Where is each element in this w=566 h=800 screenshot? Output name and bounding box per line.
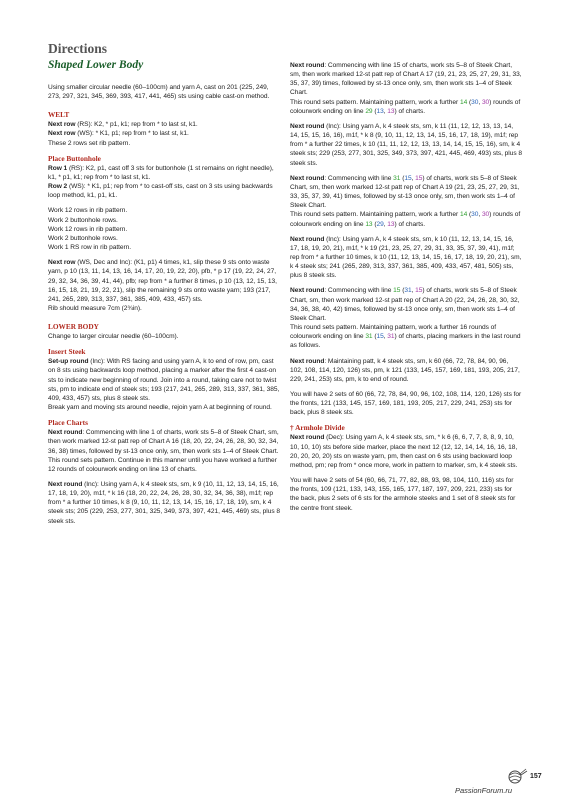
row-label: Next round [48,481,83,488]
size-value: 14 [459,98,468,106]
row-text: (WS, Dec and Inc): (K1, p1) 4 times, k1, slip these 9 sts onto waste yarn, p 10 (13, 11, 14, 13, 16, 14, 17, 20, 19, 22, 20), pfb, * p 17 (19, 22, 24, 27, 29, 32, 34, 36, 39, 41, 44), pfb; rep from * a further 8 times, p 10 (13, 12, 15, 13, 16, 15, 18, 21, 19, 22, 21), slip the remaining 9 sts onto waste yarn; 193 (217, 241, 265, 289, 313, 337, 361, 385, 409, 433, 457) sts. [48,259,277,303]
round-15 [290,61,522,98]
row-label: Row 2 [48,183,68,191]
row-text: (Inc): Using yarn A, k 4 steek sts, sm, k 11 (11, 12, 12, 13, 13, 14, 14, 15, 15, 16, 16), m1f, * k 8 (9, 10, 11, 12, 13, 14, 15, 16, 17, 18, 19), m1f; rep from * a further 22 times, k 10 (11, 11, 12, 12, 13, 13, 14, 14, 15, 15, 16), sm, k 4 steek sts; 229 (253, 277, 301, 325, 349, 373, 397, 421, 445, 469, 493) sts, plus 8 steek sts. [290,122,522,167]
inc-round-2 [290,122,522,168]
text: of charts, placing markers in the last round as follows. [290,333,521,350]
row-label: Next row [48,259,76,267]
line-value: 15 [376,333,384,341]
buttonhole-heading: Place Buttonhole [48,153,101,163]
line-value: 13 [387,220,395,228]
text: This round sets pattern. Maintaining pattern, work a further 16 rounds of colourwork ending on line [290,324,496,341]
charts-inc-round [48,480,282,526]
round-15b: Next round: Commencing with line 15 (31, 15) of charts, work sts 5–8 of Steek Chart, sm, then work marked 12-st patt rep of Chart A 20 (22, 24, 26, 28, 30, 32, 34, 36, 38, 40, 42) times, followed by st-13 once only, sm, then work sts 1–4 of Steek Chart. [290,287,520,322]
line-value: 13 [365,220,373,228]
line-value: 31 [387,333,395,341]
lower-body-heading: LOWER BODY [48,322,99,332]
line-value: 13 [387,107,395,115]
buttonhole-line: Work 12 rows in rib pattern. [48,207,128,215]
armhole-heading-text: Armhole Divide [295,423,345,433]
text: : Commencing with line [324,174,394,182]
text: rounds of colourwork ending on line [290,98,521,115]
row-label: Next row [48,121,76,129]
line-value: 15 [404,174,412,182]
row-label: Next round [290,434,325,442]
text: rounds of colourwork ending on line [290,211,521,228]
row-text: (Dec): Using yarn A, k 4 steek sts, sm, * k 6 (6, 6, 7, 7, 8, 8, 9, 10, 10, 10, 10) sts before side marker, place the next 12 (12, 12, 14, 14, 16, 16, 18, 20, 20, 20, 20) sts on waste yarn, pm, then cast on 6 sts using backward loop method, pm; rep from * once more, work in pattern to marker, sm, k 4 steek sts. [290,434,518,469]
armhole-dec-round [290,433,522,470]
right-column [290,61,522,513]
intro-text: Using smaller circular needle (60–100cm) and yarn A, cast on 201 (225, 249, 273, 297, 321, 345, 369, 393, 417, 441, 465) sts using cable cast-on method. [48,84,270,101]
text: of charts. [396,220,426,228]
armhole-heading [290,423,522,433]
buttonhole-row-2 [48,182,282,200]
steek-setup-round [48,357,282,403]
buttonhole-line: Work 2 buttonhole rows. [48,216,118,224]
row-text: (Inc): Using yarn A, k 4 steek sts, sm, k 10 (11, 12, 13, 14, 15, 16, 17, 18, 19, 20, 21), m1f, * k 19 (21, 23, 25, 27, 29, 31, 33, 35, 37, 39, 41), m1f; rep from * a further 10 times, k 10 (11, 12, 13, 14, 15, 16, 17, 18, 19, 20, 21), sm, k 4 steek sts; 241 (265, 289, 313, 337, 361, 385, 409, 433, 457, 481, 505) sts, plus 8 steek sts. [290,235,522,280]
line-value: 29 [365,107,373,115]
steek-note: Break yarn and moving sts around needle, rejoin yarn A at beginning of round. [48,404,272,412]
charts-round [48,428,282,455]
line-value: 31 [393,174,401,182]
yarn-ball-icon [506,768,528,784]
row-text: : Commencing with line 15 of charts, work sts 5–8 of Steek Chart, sm, then work marked 12-st patt rep of Chart A 17 (19, 21, 23, 25, 27, 29, 31, 33, 35, 37, 39) times, followed by st-13 once only, sm, then work sts 1–4 of Steek Chart. [290,62,522,97]
row-text: (WS): * K1, p1; rep from * to last st, k1. [75,130,189,138]
row-text: (WS): * K1, p1; rep from * to cast-off sts, cast on 3 sts using backwards loop method, k1, p1, k1. [48,183,273,200]
line-value: 31 [404,287,412,295]
text: : Commencing with line [324,287,394,295]
row-label: Next row [48,130,76,138]
stitch-summary-2: You will have 2 sets of 54 (60, 66, 71, 77, 82, 88, 93, 98, 104, 110, 116) sts for the fronts, 109 (121, 133, 143, 155, 165, 177, 187, 197, 209, 221, 233) sts for the back, plus 2 sets of 6 sts for the armhole steeks and 1 set of 8 steek sts for the centre front steek. [290,477,516,512]
welt-row-2 [48,129,282,138]
text: of charts, work sts 5–8 of Steek Chart, sm, then work marked 12-st patt rep of Chart A 19 (21, 23, 25, 27, 29, 31, 33, 35, 37, 39, 41) times, followed by st-13 once only, sm, then work sts 1–4 of Steek Chart. [290,174,520,210]
welt-note: These 2 rows set rib pattern. [48,139,131,147]
row-text: : Maintaining patt, k 4 steek sts, sm, k 60 (66, 72, 78, 84, 90, 96, 102, 108, 114, 120, 126) sts, pm, k 121 (133, 145, 157, 169, 181, 193, 205, 217, 229, 241, 253) sts, pm, k to end of round. [290,357,520,383]
row-label: Next round [290,62,325,69]
row-text: (RS): K2, p1, cast off 3 sts for buttonhole (1 st remains on right needle), k1, * p1, k1; rep from * to last st, k1. [48,164,274,181]
page-subtitle: Shaped Lower Body [48,59,144,71]
dagger-mark: † [290,423,296,433]
row-label: Next round [48,429,83,437]
buttonhole-line: Work 12 rows in rib pattern. [48,225,128,233]
page-number: 157 [530,773,542,780]
inc-round-3 [290,235,522,281]
row-text: : Commencing with line 1 of charts, work sts 5–8 of Steek Chart, sm, then work marked 12-st patt rep of Chart A 16 (18, 20, 22, 24, 26, 28, 30, 32, 34, 36, 38) times, followed by st-13 once only, sm, then work sts 1–4 of Steek Chart. [48,429,279,455]
text: This round sets pattern. Maintaining pattern, work a further [290,211,460,219]
line-value: 13 [376,107,384,115]
row-text: (Inc): With RS facing and using yarn A, k to end of row, pm, cast on 8 sts using backwards loop method, placing a marker after the first 4 cast-on sts to indicate new beginning of round. Join into a round, taking care not to twist sts, pm to indicate end of steek sts; 193 (217, 241, 265, 289, 313, 337, 361, 385, 409, 433, 457) sts, plus 8 steek sts. [48,358,280,402]
row-label: Next round [290,235,325,243]
buttonhole-line: Work 2 buttonhole rows. [48,234,118,242]
watermark: PassionForum.ru [455,786,513,795]
stitch-summary-1: You will have 2 sets of 60 (66, 72, 78, 84, 90, 96, 102, 108, 114, 120, 126) sts for the fronts, 121 (133, 145, 157, 169, 181, 193, 205, 217, 229, 241, 253) sts for back, plus 8 steek sts. [290,391,522,417]
row-text: (RS): K2, * p1, k1; rep from * to last st, k1. [75,121,198,129]
charts-note: This round sets pattern. Continue in this manner until you have worked a further 12 rounds of colourwork ending on line 13 of charts. [48,456,277,473]
text: This round sets pattern. Maintaining pattern, work a further [290,98,460,106]
row-label: Next round [290,357,325,365]
size-value: 14 [459,211,468,219]
size-value: 30 [471,211,479,219]
row-label: Next round [290,287,325,295]
buttonhole-row-1 [48,164,282,182]
welt-heading: WELT [48,110,70,120]
line-value: 29 [376,220,384,228]
dec-inc-row [48,258,282,304]
size-value: 30 [481,211,490,219]
size-value: 30 [471,98,479,106]
text: of charts, work sts 5–8 of Steek Chart, sm, then work marked 12-st patt rep of Chart A 20 (22, 24, 26, 28, 30, 32, 34, 36, 38, 40, 42) times, followed by st-13 once only, sm, then work sts 1–4 of Steek Chart. [290,287,520,322]
line-value: 15 [415,287,423,295]
row-label: Next round [290,174,325,182]
line-value: 15 [415,174,423,182]
rib-measure: Rib should measure 7cm (2¾in). [48,304,142,312]
charts-heading: Place Charts [48,418,88,428]
row-label: Set-up round [48,358,89,366]
line-value: 15 [393,287,401,295]
row-label: Next round [290,122,325,130]
size-value: 30 [481,98,490,106]
text: of charts. [396,107,426,115]
marker-round [290,357,522,384]
pattern-note-2: This round sets pattern. Maintaining pattern, work a further 14 (30, 30) rounds of colourwork ending on line 13 (29, 13) of charts. [290,211,521,228]
line-value: 31 [365,333,373,341]
round-31: Next round: Commencing with line 31 (15, 15) of charts, work sts 5–8 of Steek Chart, sm, then work marked 12-st patt rep of Chart A 19 (21, 23, 25, 27, 29, 31, 33, 35, 37, 39, 41) times, followed by st-13 once only, sm, then work sts 1–4 of Steek Chart. [290,174,520,210]
pattern-note-1: This round sets pattern. Maintaining pattern, work a further 14 (30, 30) rounds of colourwork ending on line 29 (13, 13) of charts. [290,98,521,115]
steek-heading: Insert Steek [48,347,86,357]
page-title: Directions [48,41,107,56]
pattern-note-3: This round sets pattern. Maintaining pattern, work a further 16 rounds of colourwork ending on line 31 (15, 31) of charts, placing markers in the last round as follows. [290,324,521,350]
left-column [48,83,282,526]
lower-body-text: Change to larger circular needle (60–100cm). [48,333,179,341]
row-text: (Inc): Using yarn A, k 4 steek sts, sm, k 9 (10, 11, 12, 13, 14, 15, 16, 17, 18, 19, 20), m1f, * k 16 (18, 20, 22, 24, 26, 28, 30, 32, 34, 36, 38), m1f; rep from * a further 10 times, k 8 (9, 10, 11, 12, 13, 14, 15, 16, 17, 18, 19), sm, k 4 steek sts; 205 (229, 253, 277, 301, 325, 349, 373, 397, 421, 445, 469) sts, plus 8 steek sts. [48,481,280,525]
welt-row-1 [48,120,282,129]
row-label: Row 1 [48,164,68,172]
buttonhole-line: Work 1 RS row in rib pattern. [48,244,132,252]
